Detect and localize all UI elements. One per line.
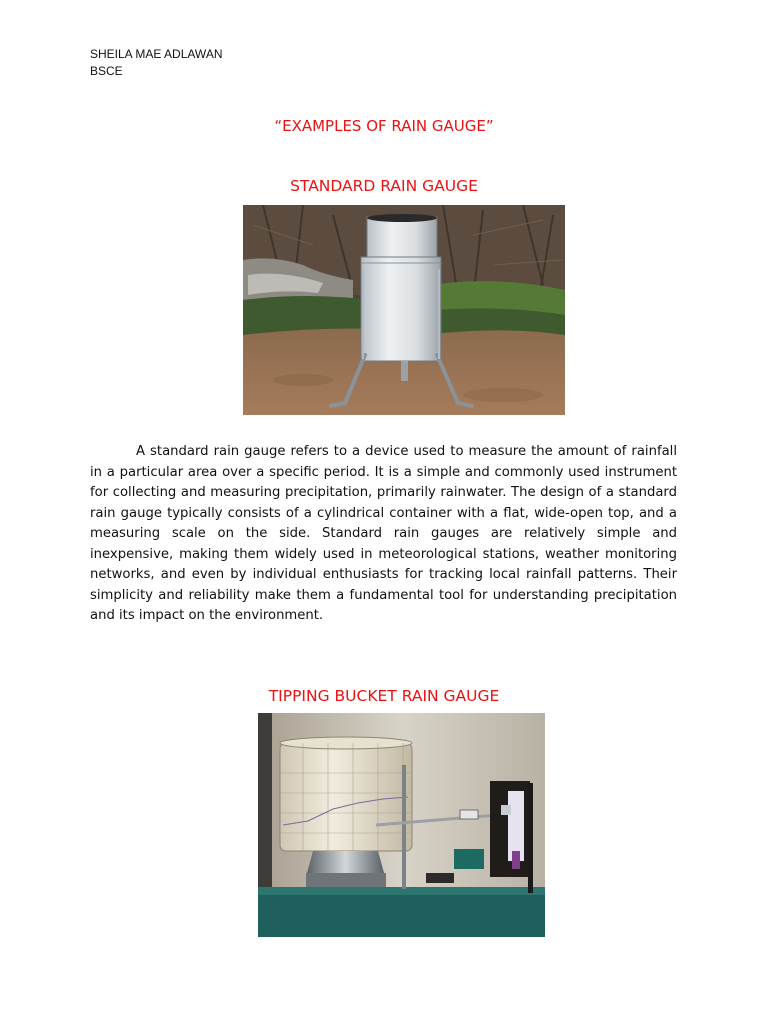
author-name: SHEILA MAE ADLAWAN [90, 47, 223, 61]
standard-rain-gauge-paragraph: A standard rain gauge refers to a device used to measure the amount of rainfall in a particular area over a specific period. It is a simple and commonly used instrument for collecting and measuring precipitation, primarily rainwater. The design of a standard rain gauge typically consists of a cylindrical container with a flat, wide-open top, and a measuring scale on the side. Standard rain gauges are relatively simple and inexpensive, making them widely used in meteorological stations, weather monitoring networks, and even by individual enthusiasts for tracking local rainfall patterns. Their simplicity and reliability make them a fundamental tool for understanding precipitation and its impact on the environment. [90, 444, 677, 623]
standard-rain-gauge-photo [243, 205, 565, 415]
author-block [90, 46, 223, 80]
section-heading-standard: STANDARD RAIN GAUGE [290, 177, 478, 195]
tipping-bucket-rain-gauge-photo [258, 713, 545, 937]
document-title: “EXAMPLES OF RAIN GAUGE” [274, 117, 494, 135]
section-heading-tipping-bucket: TIPPING BUCKET RAIN GAUGE [268, 687, 500, 705]
author-course: BSCE [90, 64, 123, 78]
